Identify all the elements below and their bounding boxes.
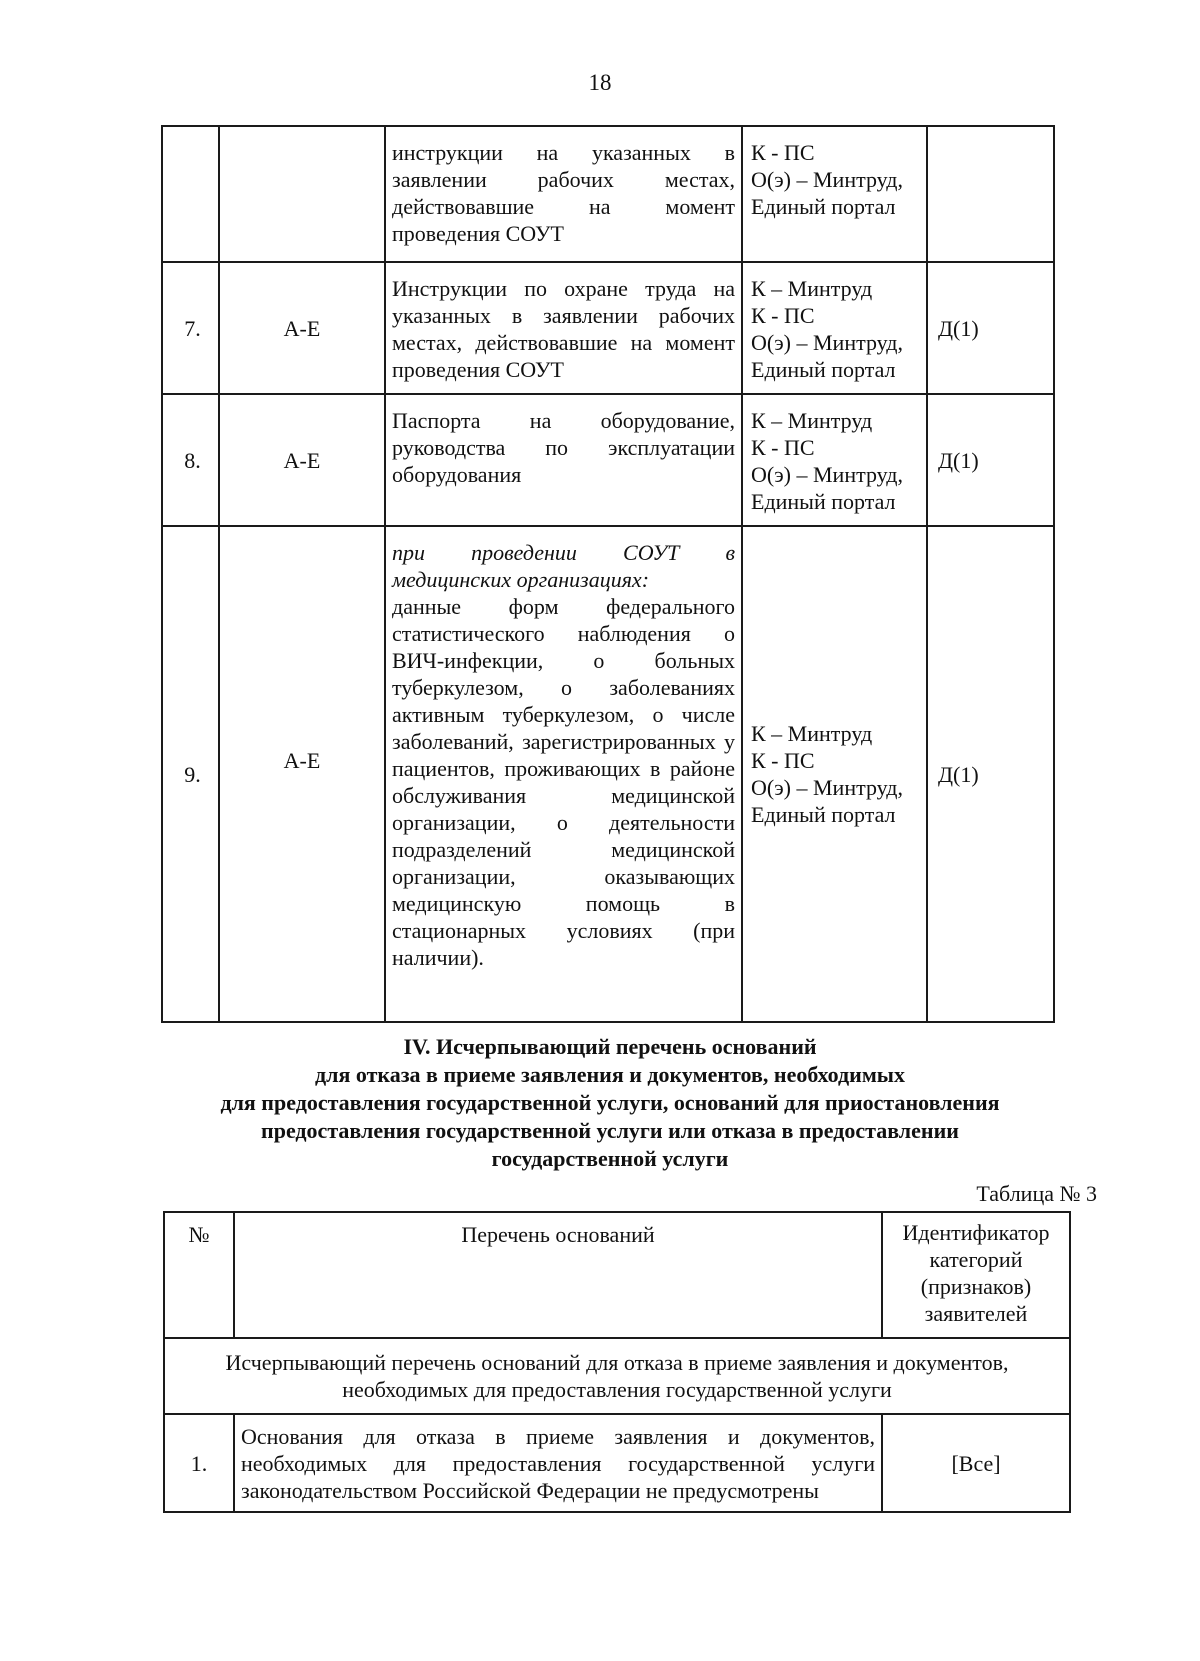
source-line: К - ПС: [751, 303, 815, 328]
header-identifier-line: (признаков): [920, 1274, 1032, 1299]
table-row: [164, 1414, 1070, 1512]
row-document: инструкции на указанных в заявлении рабочих местах, действовавшие на момент проведения СОУТ: [385, 126, 742, 262]
row-category: А-Е: [219, 394, 385, 526]
table-row: [162, 526, 1054, 1022]
table-row: [162, 126, 1054, 262]
section-title-line: для предоставления государственной услуги, оснований для приостановления: [220, 1090, 1000, 1115]
row-identifier: [927, 126, 1054, 262]
source-line: К – Минтруд: [751, 721, 873, 746]
section-title-line: предоставления государственной услуги или отказа в предоставлении: [261, 1118, 959, 1143]
header-identifier: [882, 1212, 1070, 1338]
table-row: [162, 262, 1054, 394]
source-line: О(э) – Минтруд,: [751, 167, 903, 192]
row-document: [385, 526, 742, 1022]
row-number: 8.: [162, 394, 219, 526]
page-number: 18: [588, 70, 612, 95]
table-subheader-row: [164, 1338, 1070, 1414]
grounds-table: [163, 1211, 1071, 1513]
table-row: [162, 394, 1054, 526]
row-sources: [742, 526, 927, 1022]
source-line: Единый портал: [751, 802, 896, 827]
header-number: №: [164, 1212, 234, 1338]
row-number: 9.: [162, 526, 219, 1022]
row-number: 7.: [162, 262, 219, 394]
row-document: Паспорта на оборудование, руководства по эксплуатации оборудования: [385, 394, 742, 526]
row-document: Инструкции по охране труда на указанных в заявлении рабочих местах, действовавшие на момент проведения СОУТ: [385, 262, 742, 394]
source-line: К – Минтруд: [751, 408, 873, 433]
row-identifier: Д(1): [927, 526, 1054, 1022]
header-identifier-line: Идентификатор: [902, 1220, 1050, 1245]
document-italic-note: при проведении СОУТ в медицинских организациях:: [392, 540, 735, 592]
row-sources: [742, 394, 927, 526]
row-number: [162, 126, 219, 262]
row-category: [219, 126, 385, 262]
row-sources: [742, 262, 927, 394]
source-line: Единый портал: [751, 357, 896, 382]
source-line: К – Минтруд: [751, 276, 873, 301]
subheader-line: необходимых для предоставления государственной услуги: [342, 1377, 892, 1402]
source-line: К - ПС: [751, 140, 815, 165]
source-line: О(э) – Минтруд,: [751, 330, 903, 355]
row-identifier: Д(1): [927, 262, 1054, 394]
row-identifier: Д(1): [927, 394, 1054, 526]
source-line: К - ПС: [751, 748, 815, 773]
row-category: А-Е: [219, 526, 385, 1022]
subheader-cell: [164, 1338, 1070, 1414]
row-sources: [742, 126, 927, 262]
row-category: А-Е: [219, 262, 385, 394]
source-line: К - ПС: [751, 435, 815, 460]
header-list: Перечень оснований: [234, 1212, 882, 1338]
section-title: [150, 1033, 1070, 1173]
source-line: Единый портал: [751, 194, 896, 219]
section-title-line: государственной услуги: [491, 1146, 729, 1171]
table-label: Таблица № 3: [976, 1181, 1097, 1206]
row-identifier: [Все]: [882, 1414, 1070, 1512]
documents-table: [161, 125, 1055, 1023]
row-number: 1.: [164, 1414, 234, 1512]
source-line: О(э) – Минтруд,: [751, 775, 903, 800]
section-title-line: IV. Исчерпывающий перечень оснований: [403, 1034, 817, 1059]
source-line: О(э) – Минтруд,: [751, 462, 903, 487]
subheader-line: Исчерпывающий перечень оснований для отказа в приеме заявления и документов,: [225, 1350, 1009, 1375]
row-text: Основания для отказа в приеме заявления и документов, необходимых для предоставления государственной услуги законодательством Российской Федерации не предусмотрены: [234, 1414, 882, 1512]
header-identifier-line: заявителей: [924, 1301, 1028, 1326]
table-header-row: [164, 1212, 1070, 1338]
section-title-line: для отказа в приеме заявления и документов, необходимых: [314, 1062, 905, 1087]
source-line: Единый портал: [751, 489, 896, 514]
document-text: данные форм федерального статистического наблюдения о ВИЧ-инфекции, о больных туберкулезом, о заболеваниях активным туберкулезом, о числе заболеваний, зарегистрированных у пациентов, проживающих в районе обслуживания медицинской организации, о деятельности подразделений медицинской организации, оказывающих медицинскую помощь в стационарных условиях (при наличии).: [392, 594, 735, 970]
header-identifier-line: категорий: [929, 1247, 1023, 1272]
